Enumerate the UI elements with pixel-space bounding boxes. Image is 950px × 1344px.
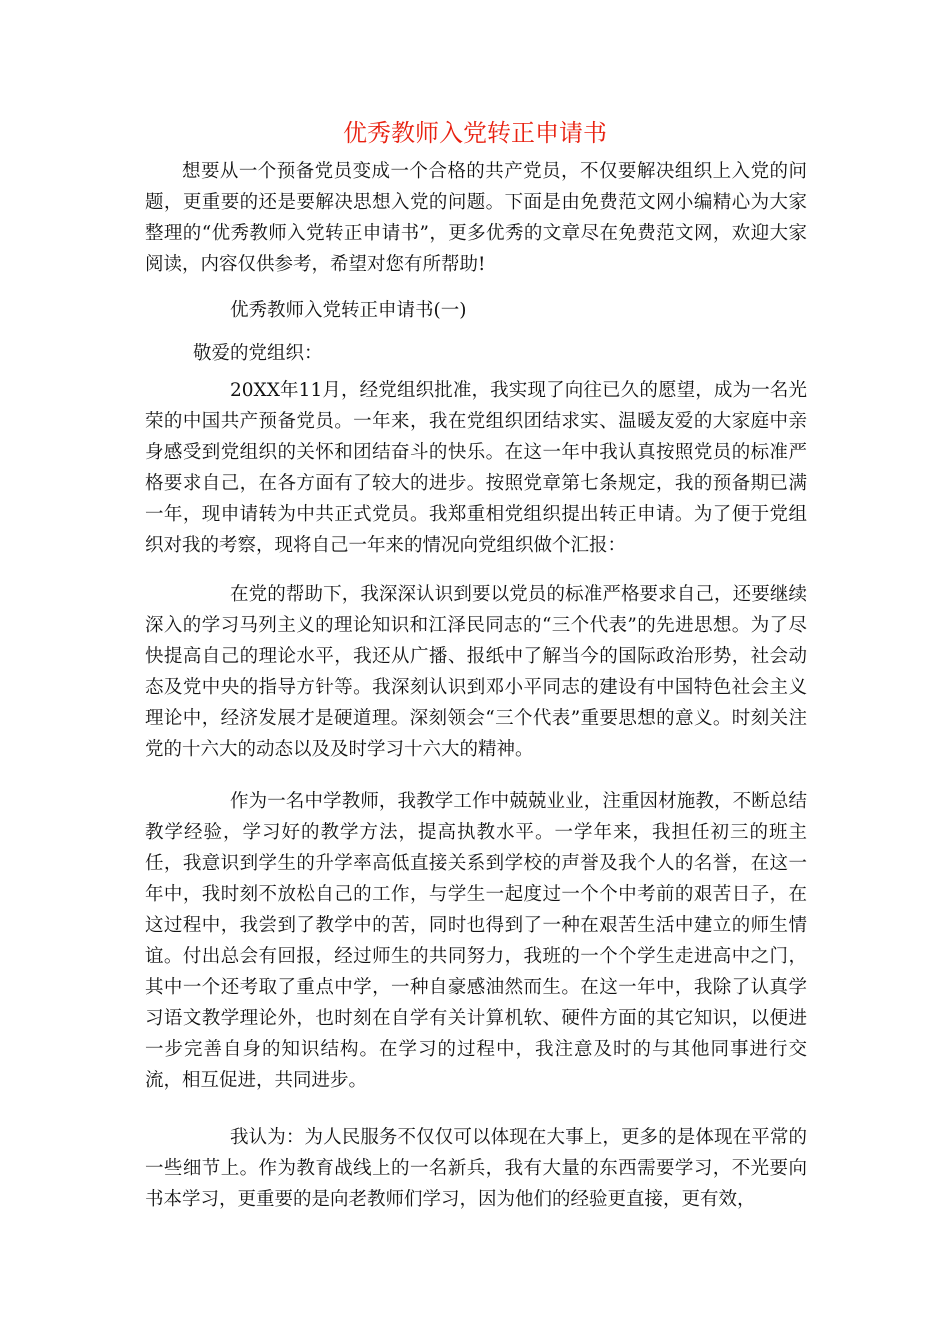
- document-title: 优秀教师入党转正申请书: [343, 119, 607, 147]
- body-paragraph-2: 在党的帮助下，我深深认识到要以党员的标准严格要求自己，还要继续深入的学习马列主义的理论知识和江泽民同志的“三个代表”的先进思想。为了尽快提高自己的理论水平，我还从广播、报纸中了解当今的国际政治形势，社会动态及党中央的指导方针等。我深刻认识到邓小平同志的建设有中国特色社会主义理论中，经济发展才是硬道理。深刻领会“三个代表”重要思想的意义。时刻关注党的十六大的动态以及及时学习十六大的精神。: [145, 584, 807, 760]
- letter-salutation: 敬爱的党组织：: [193, 343, 323, 364]
- body-paragraph-4: 我认为：为人民服务不仅仅可以体现在大事上，更多的是体现在平常的一些细节上。作为教育战线上的一名新兵，我有大量的东西需要学习，不光要向书本学习，更重要的是向老教师们学习，因为他们的经验更直接，更有效，: [145, 1127, 807, 1210]
- section-subheading: 优秀教师入党转正申请书(一): [230, 300, 467, 321]
- body-paragraph-1: 20XX年11月，经党组织批准，我实现了向往已久的愿望，成为一名光荣的中国共产预备党员。一年来，我在党组织团结求实、温暖友爱的大家庭中亲身感受到党组织的关怀和团结奋斗的快乐。在这一年中我认真按照党员的标准严格要求自己，在各方面有了较大的进步。按照党章第七条规定，我的预备期已满一年，现申请转为中共正式党员。我郑重相党组织提出转正申请。为了便于党组织对我的考察，现将自己一年来的情况向党组织做个汇报：: [145, 380, 807, 556]
- intro-paragraph: 想要从一个预备党员变成一个合格的共产党员，不仅要解决组织上入党的问题，更重要的还是要解决思想入党的问题。下面是由免费范文网小编精心为大家整理的“优秀教师入党转正申请书”，更多优秀的文章尽在免费范文网，欢迎大家阅读，内容仅供参考，希望对您有所帮助!: [145, 161, 807, 275]
- body-paragraph-3: 作为一名中学教师，我教学工作中兢兢业业，注重因材施教，不断总结教学经验，学习好的教学方法，提高执教水平。一学年来，我担任初三的班主任，我意识到学生的升学率高低直接关系到学校的声誉及我个人的名誉，在这一年中，我时刻不放松自己的工作，与学生一起度过一个个中考前的艰苦日子，在这过程中，我尝到了教学中的苦，同时也得到了一种在艰苦生活中建立的师生情谊。付出总会有回报，经过师生的共同努力，我班的一个个学生走进高中之门，其中一个还考取了重点中学，一种自豪感油然而生。在这一年中，我除了认真学习语文教学理论外，也时刻在自学有关计算机软、硬件方面的其它知识，以便进一步完善自身的知识结构。在学习的过程中，我注意及时的与其他同事进行交流，相互促进，共同进步。: [145, 791, 807, 1091]
